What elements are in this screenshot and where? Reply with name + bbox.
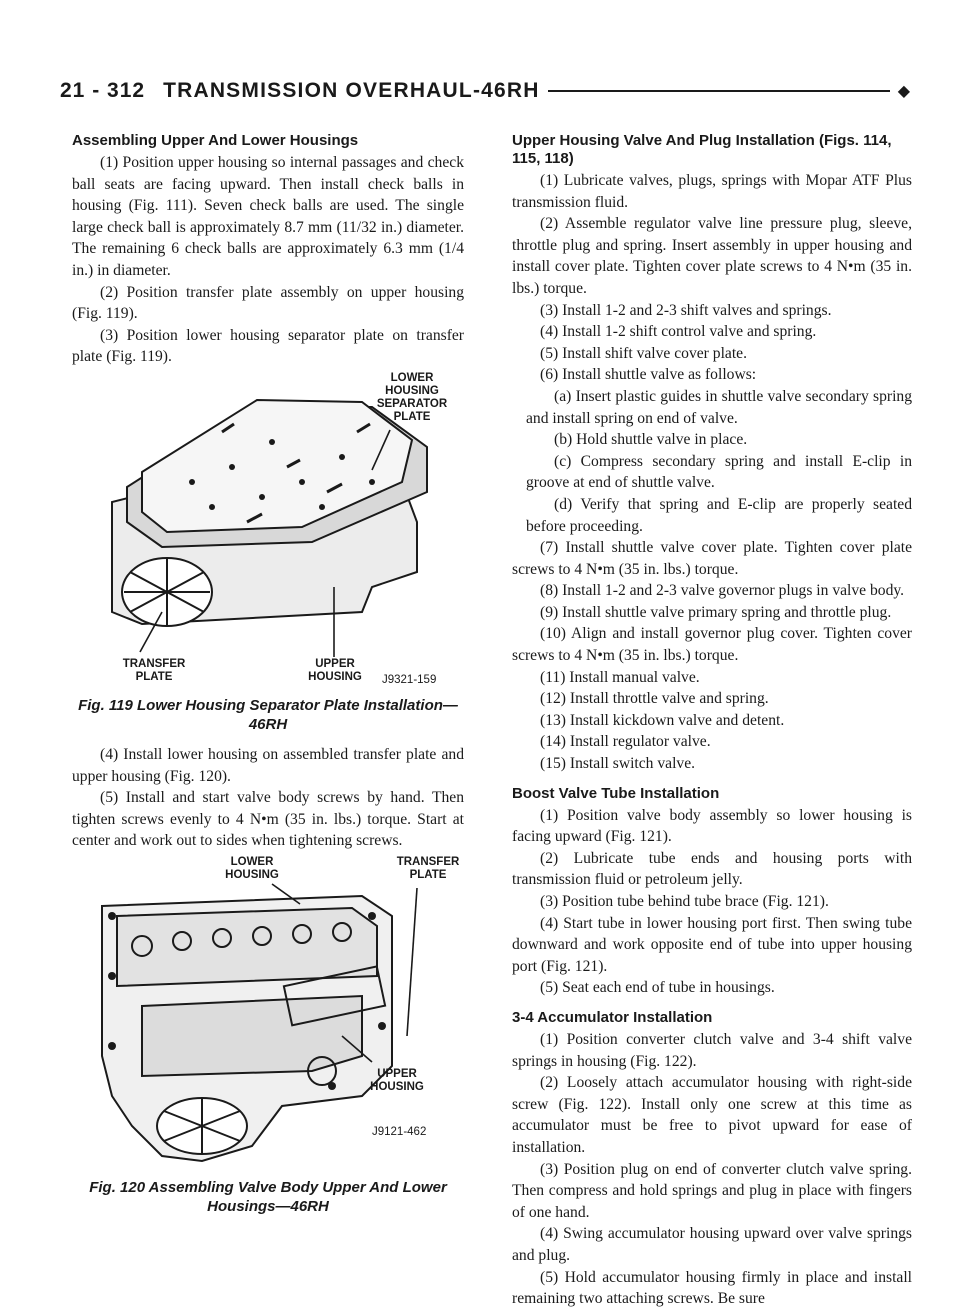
step: (5) Seat each end of tube in housings. <box>540 979 775 997</box>
step: (1) Position converter clutch valve and 3-4 shift valve springs in housing (Fig. 122). <box>512 1030 912 1070</box>
label-transfer-plate: TRANSFER PLATE <box>396 855 460 881</box>
step: (2) Assemble regulator valve line pressure plug, sleeve, throttle plug and spring. Insert assembly in upper housing and install cover plate. Tighten cover plate screws to 4 N•m (35 in. lbs.) torque. <box>512 215 912 297</box>
diamond-icon: ◆ <box>897 83 910 100</box>
page-number: 21 - 312 <box>60 79 146 102</box>
page-title: TRANSMISSION OVERHAUL-46RH <box>163 79 540 102</box>
section-heading: Assembling Upper And Lower Housings <box>72 132 359 149</box>
label-lower-housing-separator-plate: LOWER HOUSING SEPARATOR PLATE <box>376 371 448 423</box>
sub-step: (c) Compress secondary spring and install E-clip in groove at end of shuttle valve. <box>526 452 912 492</box>
step: (8) Install 1-2 and 2-3 valve governor plugs in valve body. <box>540 582 905 600</box>
paragraph: (4) Install lower housing on assembled transfer plate and upper housing (Fig. 120). <box>72 745 464 785</box>
section-heading: Upper Housing Valve And Plug Installation (Figs. 114, 115, 118) <box>512 132 892 167</box>
figure-caption: Fig. 119 Lower Housing Separator Plate Installation—46RH <box>78 696 458 733</box>
step: (4) Install 1-2 shift control valve and spring. <box>540 323 817 341</box>
page-header <box>60 76 910 106</box>
figure-code: J9121-462 <box>372 1125 427 1138</box>
step: (4) Start tube in lower housing port first. Then swing tube downward and work opposite end of tube into upper housing port (Fig. 121). <box>512 914 912 975</box>
step: (2) Loosely attach accumulator housing with right-side screw (Fig. 122). Install only one screw at this time as accumulator must be free to pivot upward for ease of installation. <box>512 1074 912 1156</box>
right-column <box>512 132 912 1310</box>
step: (1) Position valve body assembly so lower housing is facing upward (Fig. 121). <box>512 806 912 846</box>
step: (13) Install kickdown valve and detent. <box>540 711 785 729</box>
figure-119 <box>72 372 464 690</box>
step: (11) Install manual valve. <box>540 668 700 686</box>
step: (7) Install shuttle valve cover plate. Tighten cover plate screws to 4 N•m (35 in. lbs.) torque. <box>512 539 912 578</box>
figure-caption: Fig. 120 Assembling Valve Body Upper And Lower Housings—46RH <box>89 1178 447 1215</box>
paragraph: (2) Position transfer plate assembly on upper housing (Fig. 119). <box>72 283 464 323</box>
step: (1) Lubricate valves, plugs, springs with Mopar ATF Plus transmission fluid. <box>512 172 912 211</box>
figure-code: J9321-159 <box>382 673 437 686</box>
label-upper-housing: UPPER HOUSING <box>308 657 362 683</box>
step: (14) Install regulator valve. <box>540 733 711 751</box>
sub-step: (a) Insert plastic guides in shuttle valve secondary spring and install spring on end of valve. <box>526 387 912 427</box>
step: (3) Position tube behind tube brace (Fig. 121). <box>540 893 829 910</box>
label-transfer-plate: TRANSFER PLATE <box>122 657 186 683</box>
step: (2) Lubricate tube ends and housing ports with transmission fluid or petroleum jelly. <box>512 849 912 889</box>
figure-120 <box>72 856 464 1172</box>
label-lower-housing: LOWER HOUSING <box>225 855 279 881</box>
paragraph: (3) Position lower housing separator plate on transfer plate (Fig. 119). <box>72 326 464 366</box>
paragraph: (1) Position upper housing so internal passages and check ball seats are facing upward. Then install check balls in housing (Fig. 111). Seven check balls are used. The single large check ball is approximately 8.7 mm (11/32 in.) diameter. The remaining 6 check balls are approximately 6.3 mm (1/4 in.) in diameter. <box>72 154 464 279</box>
header-rule <box>548 90 890 92</box>
step: (3) Position plug on end of converter clutch valve spring. Then compress and hold springs and plug in place with fingers of one hand. <box>512 1160 912 1221</box>
label-upper-housing: UPPER HOUSING <box>370 1067 424 1093</box>
sub-step: (b) Hold shuttle valve in place. <box>554 431 748 449</box>
step: (6) Install shuttle valve as follows: <box>540 366 757 384</box>
step: (3) Install 1-2 and 2-3 shift valves and springs. <box>540 301 832 319</box>
spacer <box>512 999 912 1009</box>
spacer <box>512 775 912 785</box>
step: (9) Install shuttle valve primary spring and throttle plug. <box>540 603 892 621</box>
section-heading: 3-4 Accumulator Installation <box>512 1008 713 1026</box>
step: (5) Hold accumulator housing firmly in place and install remaining two attaching screws. Be sure <box>512 1268 912 1308</box>
paragraph: (5) Install and start valve body screws by hand. Then tighten screws evenly to 4 N•m (35 in. lbs.) torque. Start at center and work out to sides when tightening screws. <box>72 789 464 850</box>
section-heading: Boost Valve Tube Installation <box>512 784 720 802</box>
step: (15) Install switch valve. <box>540 755 696 773</box>
step: (10) Align and install governor plug cover. Tighten cover screws to 4 N•m (35 in. lbs.) torque. <box>512 625 912 665</box>
step: (4) Swing accumulator housing upward over valve springs and plug. <box>512 1225 912 1264</box>
left-column <box>72 132 464 1226</box>
step: (12) Install throttle valve and spring. <box>540 690 769 708</box>
step: (5) Install shift valve cover plate. <box>540 344 747 362</box>
sub-step: (d) Verify that spring and E-clip are properly seated before proceeding. <box>526 495 912 535</box>
